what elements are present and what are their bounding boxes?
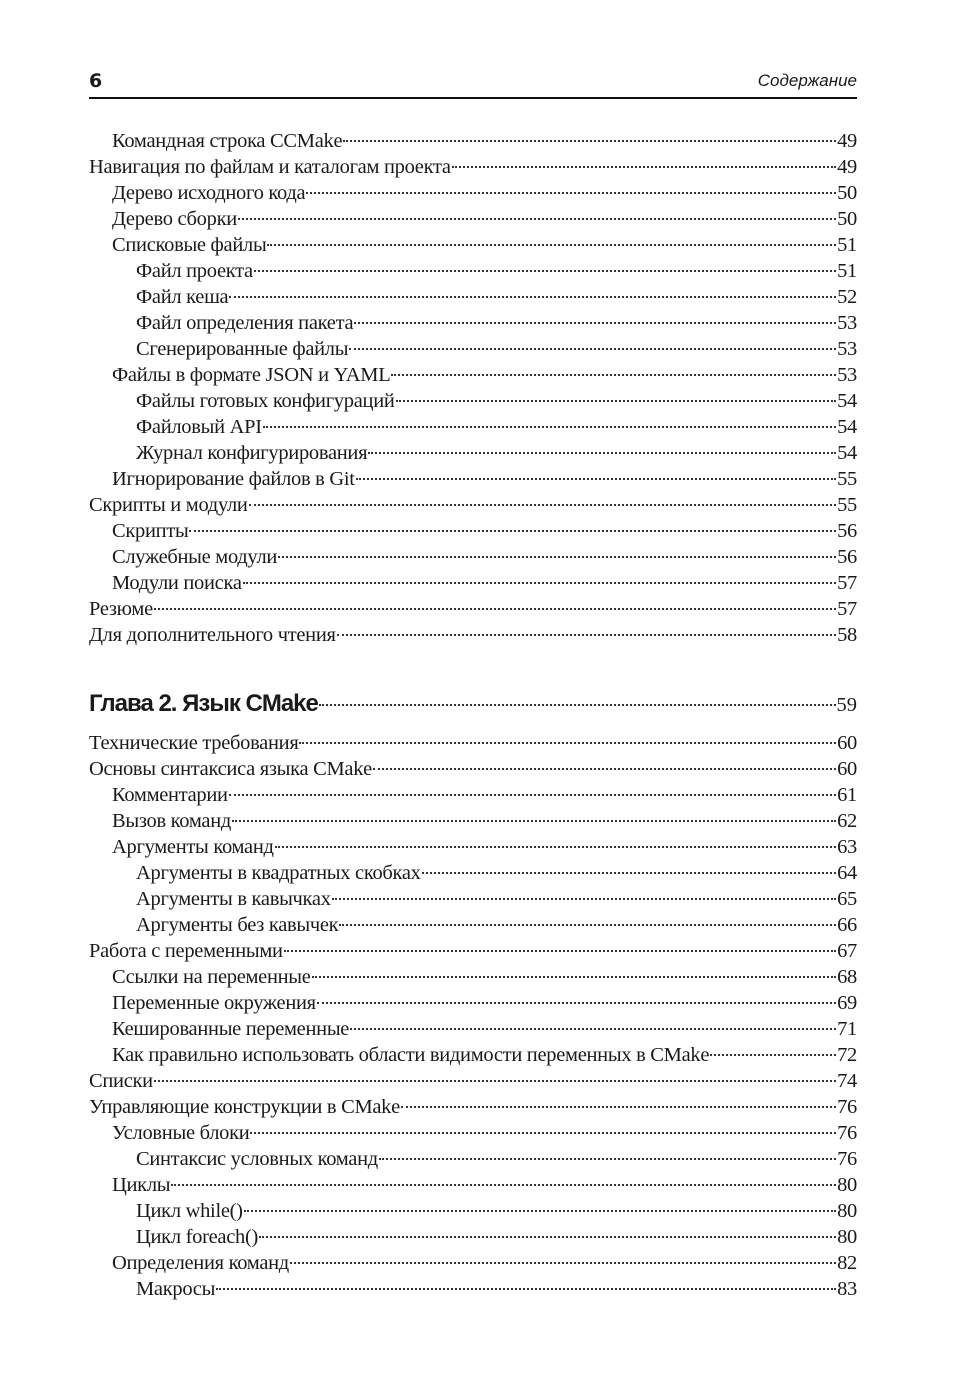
chapter-title: Глава 2. Язык CMake bbox=[89, 690, 318, 717]
dot-leader bbox=[232, 820, 836, 822]
dot-leader bbox=[299, 742, 836, 744]
toc-chapter bbox=[89, 689, 857, 721]
entry-title: Дерево исходного кода bbox=[112, 182, 306, 204]
entry-page: 60 bbox=[837, 758, 857, 780]
entry-title: Аргументы без кавычек bbox=[136, 914, 339, 936]
entry-title: Работа с переменными bbox=[89, 940, 283, 962]
toc-entry[interactable] bbox=[89, 466, 857, 492]
entry-title: Журнал конфигурирования bbox=[136, 442, 368, 464]
toc-entry[interactable] bbox=[89, 912, 857, 938]
toc-entry[interactable] bbox=[89, 180, 857, 206]
dot-leader bbox=[312, 976, 837, 978]
entry-title: Технические требования bbox=[89, 732, 299, 754]
chapter-page: 59 bbox=[836, 694, 857, 716]
page-number: 6 bbox=[89, 70, 103, 92]
entry-page: 71 bbox=[837, 1018, 857, 1040]
toc-entry[interactable] bbox=[89, 570, 857, 596]
entry-page: 51 bbox=[837, 234, 857, 256]
dot-leader bbox=[337, 634, 836, 636]
entry-page: 54 bbox=[837, 390, 857, 412]
entry-title: Аргументы команд bbox=[112, 836, 274, 858]
toc-entry[interactable] bbox=[89, 596, 857, 622]
toc-entry[interactable] bbox=[89, 782, 857, 808]
entry-title: Командная строка CCMake bbox=[112, 130, 343, 152]
toc-entry[interactable] bbox=[89, 990, 857, 1016]
entry-title: Файл проекта bbox=[136, 260, 253, 282]
entry-title: Комментарии bbox=[112, 784, 228, 806]
dot-leader bbox=[317, 1002, 836, 1004]
entry-title: Цикл while() bbox=[136, 1200, 243, 1222]
entry-title: Файл кеша bbox=[136, 286, 229, 308]
toc-entry[interactable] bbox=[89, 730, 857, 756]
dot-leader bbox=[339, 924, 836, 926]
entry-page: 56 bbox=[837, 520, 857, 542]
dot-leader bbox=[259, 1236, 836, 1238]
dot-leader bbox=[452, 166, 836, 168]
dot-leader bbox=[229, 296, 836, 298]
dot-leader bbox=[306, 192, 836, 194]
dot-leader bbox=[275, 846, 836, 848]
toc-entry[interactable] bbox=[89, 388, 857, 414]
entry-page: 57 bbox=[837, 598, 857, 620]
entry-page: 49 bbox=[837, 156, 857, 178]
toc-entry[interactable] bbox=[89, 492, 857, 518]
toc-entry[interactable] bbox=[89, 1250, 857, 1276]
entry-page: 54 bbox=[837, 442, 857, 464]
entry-page: 76 bbox=[837, 1148, 857, 1170]
entry-page: 63 bbox=[837, 836, 857, 858]
dot-leader bbox=[216, 1288, 836, 1290]
entry-page: 72 bbox=[837, 1044, 857, 1066]
toc-entry[interactable] bbox=[89, 886, 857, 912]
entry-page: 82 bbox=[837, 1252, 857, 1274]
entry-title: Аргументы в кавычках bbox=[136, 888, 331, 910]
toc-entry[interactable] bbox=[89, 964, 857, 990]
toc-entry[interactable] bbox=[89, 1120, 857, 1146]
entry-title: Списковые файлы bbox=[112, 234, 267, 256]
entry-page: 61 bbox=[837, 784, 857, 806]
toc-entry[interactable] bbox=[89, 1198, 857, 1224]
entry-title: Резюме bbox=[89, 598, 153, 620]
entry-title: Файлы в формате JSON и YAML bbox=[112, 364, 391, 386]
toc-entry[interactable] bbox=[89, 1224, 857, 1250]
toc-entry[interactable] bbox=[89, 258, 857, 284]
dot-leader bbox=[154, 1080, 836, 1082]
toc-entry[interactable] bbox=[89, 232, 857, 258]
toc-entry[interactable] bbox=[89, 1042, 857, 1068]
dot-leader bbox=[710, 1054, 836, 1056]
toc-entry[interactable] bbox=[89, 1094, 857, 1120]
entry-title: Синтаксис условных команд bbox=[136, 1148, 378, 1170]
toc-entry[interactable] bbox=[89, 1016, 857, 1042]
dot-leader bbox=[354, 322, 836, 324]
entry-page: 64 bbox=[837, 862, 857, 884]
entry-page: 50 bbox=[837, 208, 857, 230]
toc-entry[interactable] bbox=[89, 808, 857, 834]
entry-page: 55 bbox=[837, 468, 857, 490]
dot-leader bbox=[290, 1262, 836, 1264]
toc-section-a bbox=[89, 128, 857, 648]
running-title: Содержание bbox=[757, 71, 857, 90]
toc-section-b bbox=[89, 730, 857, 1302]
entry-page: 53 bbox=[837, 364, 857, 386]
entry-page: 69 bbox=[837, 992, 857, 1014]
toc-entry[interactable] bbox=[89, 154, 857, 180]
toc-entry[interactable] bbox=[89, 284, 857, 310]
entry-page: 74 bbox=[837, 1070, 857, 1092]
dot-leader bbox=[284, 950, 836, 952]
entry-title: Скрипты и модули bbox=[89, 494, 248, 516]
entry-page: 52 bbox=[837, 286, 857, 308]
entry-title: Аргументы в квадратных скобках bbox=[136, 862, 421, 884]
dot-leader bbox=[263, 426, 836, 428]
toc-entry[interactable] bbox=[89, 518, 857, 544]
entry-page: 62 bbox=[837, 810, 857, 832]
dot-leader bbox=[319, 704, 836, 706]
toc-entry[interactable] bbox=[89, 544, 857, 570]
entry-title: Управляющие конструкции в CMake bbox=[89, 1096, 400, 1118]
toc-entry[interactable] bbox=[89, 622, 857, 648]
entry-page: 66 bbox=[837, 914, 857, 936]
dot-leader bbox=[332, 898, 836, 900]
entry-title: Файл определения пакета bbox=[136, 312, 354, 334]
entry-page: 65 bbox=[837, 888, 857, 910]
entry-page: 51 bbox=[837, 260, 857, 282]
entry-title: Файловый API bbox=[136, 416, 262, 438]
toc-entry[interactable] bbox=[89, 128, 857, 154]
dot-leader bbox=[238, 218, 836, 220]
toc-entry[interactable] bbox=[89, 756, 857, 782]
dot-leader bbox=[396, 400, 837, 402]
entry-page: 60 bbox=[837, 732, 857, 754]
entry-page: 55 bbox=[837, 494, 857, 516]
dot-leader bbox=[391, 374, 836, 376]
entry-title: Дерево сборки bbox=[112, 208, 237, 230]
dot-leader bbox=[254, 270, 836, 272]
chapter-entry[interactable] bbox=[89, 689, 857, 721]
toc-entry[interactable] bbox=[89, 310, 857, 336]
toc-entry[interactable] bbox=[89, 206, 857, 232]
dot-leader bbox=[189, 530, 836, 532]
entry-title: Вызов команд bbox=[112, 810, 231, 832]
entry-title: Ссылки на переменные bbox=[112, 966, 311, 988]
dot-leader bbox=[379, 1158, 836, 1160]
entry-page: 80 bbox=[837, 1174, 857, 1196]
dot-leader bbox=[244, 1210, 836, 1212]
entry-title: Кешированные переменные bbox=[112, 1018, 350, 1040]
dot-leader bbox=[249, 504, 837, 506]
dot-leader bbox=[368, 452, 836, 454]
entry-title: Для дополнительного чтения bbox=[89, 624, 336, 646]
toc-entry[interactable] bbox=[89, 440, 857, 466]
toc-entry[interactable] bbox=[89, 362, 857, 388]
entry-title: Навигация по файлам и каталогам проекта bbox=[89, 156, 451, 178]
entry-page: 50 bbox=[837, 182, 857, 204]
entry-page: 83 bbox=[837, 1278, 857, 1300]
entry-title: Модули поиска bbox=[112, 572, 242, 594]
toc-entry[interactable] bbox=[89, 860, 857, 886]
entry-page: 76 bbox=[837, 1096, 857, 1118]
entry-page: 80 bbox=[837, 1226, 857, 1248]
entry-page: 57 bbox=[837, 572, 857, 594]
entry-title: Сгенерированные файлы bbox=[136, 338, 349, 360]
dot-leader bbox=[422, 872, 836, 874]
toc-entry[interactable] bbox=[89, 1172, 857, 1198]
dot-leader bbox=[250, 1132, 836, 1134]
entry-page: 68 bbox=[837, 966, 857, 988]
entry-page: 53 bbox=[837, 312, 857, 334]
dot-leader bbox=[356, 478, 836, 480]
dot-leader bbox=[350, 1028, 836, 1030]
entry-title: Скрипты bbox=[112, 520, 189, 542]
dot-leader bbox=[229, 794, 836, 796]
entry-title: Игнорирование файлов в Git bbox=[112, 468, 355, 490]
entry-title: Файлы готовых конфигураций bbox=[136, 390, 395, 412]
toc-entry[interactable] bbox=[89, 336, 857, 362]
entry-title: Циклы bbox=[112, 1174, 171, 1196]
entry-page: 53 bbox=[837, 338, 857, 360]
toc-entry[interactable] bbox=[89, 1276, 857, 1302]
entry-title: Основы синтаксиса языка CMake bbox=[89, 758, 372, 780]
dot-leader bbox=[401, 1106, 836, 1108]
header-rule bbox=[89, 97, 857, 99]
entry-title: Определения команд bbox=[112, 1252, 289, 1274]
entry-page: 67 bbox=[837, 940, 857, 962]
dot-leader bbox=[243, 582, 836, 584]
dot-leader bbox=[154, 608, 836, 610]
entry-title: Служебные модули bbox=[112, 546, 278, 568]
entry-title: Списки bbox=[89, 1070, 153, 1092]
entry-title: Цикл foreach() bbox=[136, 1226, 258, 1248]
dot-leader bbox=[278, 556, 836, 558]
dot-leader bbox=[171, 1184, 836, 1186]
dot-leader bbox=[343, 140, 836, 142]
entry-title: Как правильно использовать области видимости переменных в CMake bbox=[112, 1044, 710, 1066]
dot-leader bbox=[373, 768, 836, 770]
toc-entry[interactable] bbox=[89, 834, 857, 860]
dot-leader bbox=[267, 244, 836, 246]
toc-entry[interactable] bbox=[89, 1146, 857, 1172]
toc-entry[interactable] bbox=[89, 414, 857, 440]
toc-entry[interactable] bbox=[89, 1068, 857, 1094]
entry-page: 80 bbox=[837, 1200, 857, 1222]
entry-page: 54 bbox=[837, 416, 857, 438]
toc-entry[interactable] bbox=[89, 938, 857, 964]
dot-leader bbox=[349, 348, 836, 350]
entry-page: 76 bbox=[837, 1122, 857, 1144]
entry-page: 58 bbox=[837, 624, 857, 646]
entry-page: 49 bbox=[837, 130, 857, 152]
entry-title: Условные блоки bbox=[112, 1122, 250, 1144]
entry-title: Переменные окружения bbox=[112, 992, 316, 1014]
entry-title: Макросы bbox=[136, 1278, 216, 1300]
entry-page: 56 bbox=[837, 546, 857, 568]
